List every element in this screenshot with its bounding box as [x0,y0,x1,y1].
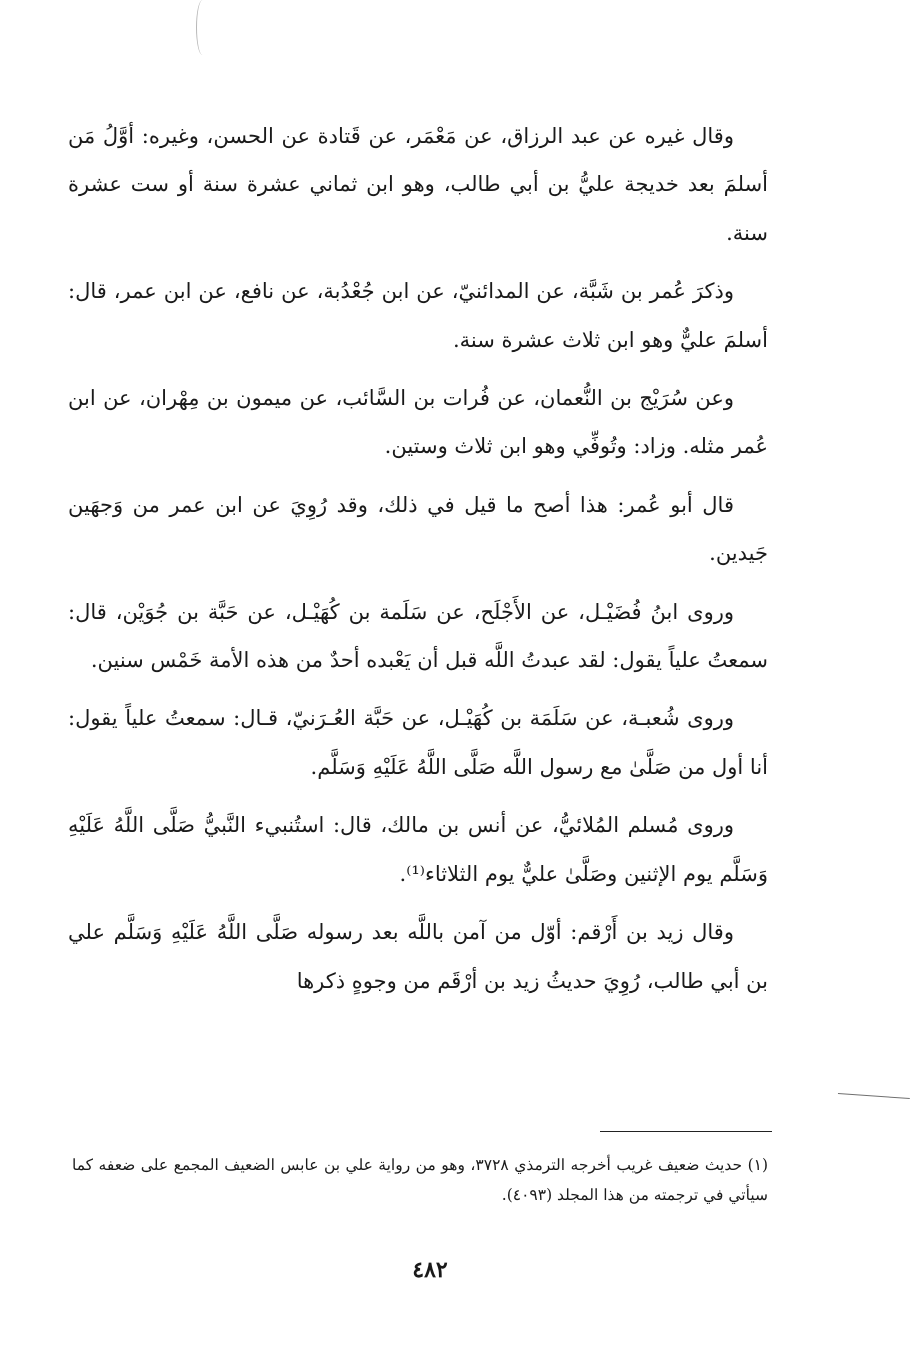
paragraph-5: وروى ابنُ فُضَيْـل، عن الأَجْلَح، عن سَلَمة بن كُهَيْـل، عن حَبَّة بن جُوَيْن، قال: سمعتُ علياً يقول: لقد عبدتُ اللَّه قبل أن يَعْبده أحدٌ من هذه الأمة خَمْس سنين. [68,599,768,673]
footnote-1: (١) حديث ضعيف غريب أخرجه الترمذي ٣٧٢٨، وهو من رواية علي بن عابس الضعيف المجمع على ضعفه كما سيأتي في ترجمته من هذا المجلد (٤٠٩٣). [72,1156,769,1204]
paragraph-7: وروى مُسلم المُلائيُّ، عن أنس بن مالك، قال: استُنبيء النَّبيُّ صَلَّى اللَّهُ عَلَيْهِ وَسَلَّم يوم الإثنين وصَلَّىٰ عليٌّ يوم الثلاثاء⁽¹⁾. [68,813,768,886]
margin-pen-mark [837,1093,910,1111]
paragraph-1: وقال غيره عن عبد الرزاق، عن مَعْمَر، عن قَتادة عن الحسن، وغيره: أوَّلُ مَن أسلمَ بعد خديجة عليُّ بن أبي طالب، وهو ابن ثماني عشرة سنة أو ست عشرة سنة. [68,124,768,245]
paragraph-2: وذكرَ عُمر بن شَبَّة، عن المدائنيّ، عن ابن جُعْدُبة، عن نافع، عن ابن عمر، قال: أسلمَ عليٌّ وهو ابن ثلاث عشرة سنة. [68,279,768,352]
page-number: ٤٨٢ [412,1257,448,1283]
main-text [68,112,768,1015]
footnotes [72,1150,768,1210]
paragraph-6: وروى شُعبـة، عن سَلَمَة بن كُهَيْـل، عن حَبَّة العُـرَنيّ، قـال: سمعتُ علياً يقول: أنا أول من صَلَّىٰ مع رسول اللَّه صَلَّى اللَّهُ عَلَيْهِ وَسَلَّم. [68,706,768,779]
paragraph-3: وعن سُرَيْج بن النُّعمان، عن فُرات بن السَّائب، عن ميمون بن مِهْران، عن ابن عُمر مثله. وزاد: وتُوفِّي وهو ابن ثلاث وستين. [68,386,768,459]
binding-edge-mark [196,0,209,55]
paragraph-4: قال أبو عُمر: هذا أصح ما قيل في ذلك، وقد رُوِيَ عن ابن عمر من وَجهَين جَيدين. [68,492,768,566]
paragraph-8: وقال زيد بن أَرْقم: أوّل من آمن باللَّه بعد رسوله صَلَّى اللَّهُ عَلَيْهِ وَسَلَّم علي بن أبي طالب، رُوِيَ حديثُ زيد بن أرْقَم من وجوهٍ ذكرها [68,920,768,993]
footnote-separator [600,1131,772,1132]
